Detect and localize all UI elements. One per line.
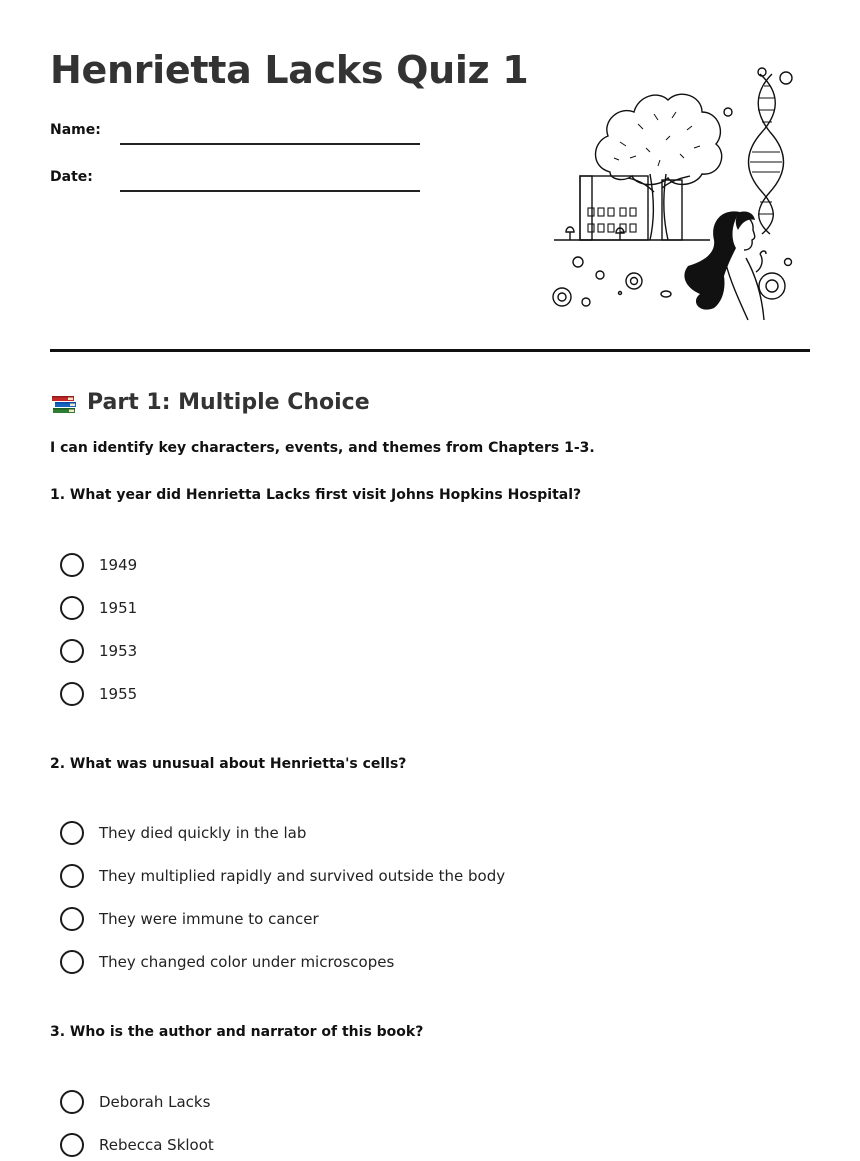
radio-button[interactable]: [60, 864, 84, 888]
learning-objective: I can identify key characters, events, and themes from Chapters 1-3.: [50, 440, 595, 456]
option-label: 1951: [99, 599, 138, 617]
question-1-option-d[interactable]: [60, 682, 137, 706]
option-label: Rebecca Skloot: [99, 1136, 214, 1154]
question-1-option-b[interactable]: [60, 596, 137, 620]
radio-button[interactable]: [60, 1090, 84, 1114]
radio-button[interactable]: [60, 821, 84, 845]
radio-button[interactable]: [60, 682, 84, 706]
question-2-option-d[interactable]: [60, 950, 394, 974]
radio-button[interactable]: [60, 950, 84, 974]
option-label: 1949: [99, 556, 138, 574]
radio-button[interactable]: [60, 639, 84, 663]
name-label: Name:: [50, 122, 101, 138]
option-label: They were immune to cancer: [99, 910, 319, 928]
option-label: 1953: [99, 642, 138, 660]
option-label: Deborah Lacks: [99, 1093, 211, 1111]
henrietta-lacks-illustration: [550, 62, 805, 324]
radio-button[interactable]: [60, 553, 84, 577]
radio-button[interactable]: [60, 1133, 84, 1157]
question-1-text: 1. What year did Henrietta Lacks first visit Johns Hopkins Hospital?: [50, 487, 582, 503]
option-label: They changed color under microscopes: [99, 953, 395, 971]
radio-button[interactable]: [60, 907, 84, 931]
question-1-option-a[interactable]: [60, 553, 137, 577]
question-2-text: 2. What was unusual about Henrietta's cells?: [50, 756, 407, 772]
section-heading-text: Part 1: Multiple Choice: [87, 389, 370, 415]
books-icon: [50, 388, 78, 416]
question-3-option-a[interactable]: [60, 1090, 210, 1114]
option-label: 1955: [99, 685, 138, 703]
question-2-option-a[interactable]: [60, 821, 306, 845]
name-field[interactable]: [120, 143, 420, 145]
question-2-option-b[interactable]: [60, 864, 505, 888]
option-label: They multiplied rapidly and survived outside the body: [99, 867, 506, 885]
section-heading: [50, 388, 370, 416]
option-label: They died quickly in the lab: [99, 824, 307, 842]
date-label: Date:: [50, 169, 93, 185]
question-1-option-c[interactable]: [60, 639, 137, 663]
date-field[interactable]: [120, 190, 420, 192]
question-3-text: 3. Who is the author and narrator of this book?: [50, 1024, 424, 1040]
question-3-option-b[interactable]: [60, 1133, 214, 1157]
page-title: Henrietta Lacks Quiz 1: [50, 48, 529, 92]
question-2-option-c[interactable]: [60, 907, 319, 931]
header-divider: [50, 349, 810, 352]
radio-button[interactable]: [60, 596, 84, 620]
